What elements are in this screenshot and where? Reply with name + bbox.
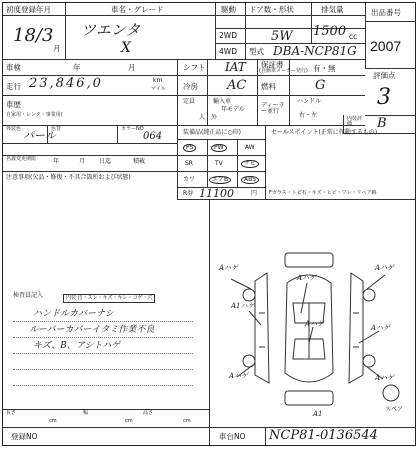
shift-label: シフト bbox=[183, 63, 206, 72]
color-label: 外装色 bbox=[6, 126, 22, 132]
rule bbox=[365, 3, 366, 68]
spare-label: スペア bbox=[385, 406, 404, 413]
door-value: 5W bbox=[271, 29, 293, 44]
note-line bbox=[13, 385, 193, 386]
import-sub: 外 bbox=[211, 114, 218, 121]
name-change-month: 月 bbox=[79, 158, 86, 165]
door-shape-label: ドア数・形状 bbox=[249, 5, 294, 14]
rule bbox=[209, 199, 210, 445]
car-name-label: 車名・グレード bbox=[111, 5, 164, 14]
model-label: 型式 bbox=[249, 47, 264, 56]
warranty-label: 保証書 bbox=[261, 60, 284, 69]
sales-point-label: セールスポイント(正常に作動するもの) bbox=[271, 129, 378, 136]
rule bbox=[207, 59, 208, 125]
shaken-month: 月 bbox=[128, 63, 136, 72]
ac-label: 冷房 bbox=[183, 82, 198, 91]
damage-mark-7: Aハゲ bbox=[229, 372, 249, 380]
length-label: 長さ bbox=[6, 410, 17, 416]
length-cm: cm bbox=[49, 418, 57, 424]
shift-value: IAT bbox=[225, 60, 246, 74]
option-abs: ABS bbox=[241, 176, 259, 184]
mileage-unit-km: km bbox=[153, 77, 163, 84]
fuel-label: 燃料 bbox=[261, 82, 276, 91]
auction-sheet bbox=[2, 2, 416, 446]
regno-label: 登録NO bbox=[11, 432, 38, 441]
option-leather: カワ bbox=[183, 176, 196, 183]
interior-value: B bbox=[377, 116, 387, 131]
load-label: 積載 bbox=[133, 158, 146, 165]
option-pw: PW bbox=[211, 144, 227, 152]
rule bbox=[237, 139, 238, 187]
rule bbox=[3, 95, 365, 96]
dealer-label: ディーラー並行 bbox=[261, 102, 285, 115]
recycle-unit: 円 bbox=[251, 190, 258, 197]
drive-label: 駆動 bbox=[221, 5, 236, 14]
rule bbox=[3, 409, 209, 410]
drive-4wd: 4WD bbox=[219, 47, 237, 56]
option-sr: SR bbox=[185, 160, 193, 167]
rule bbox=[245, 3, 246, 59]
options-label: 装備品(純正品に○印) bbox=[183, 129, 241, 136]
note-2: ルーバーカバーイタミ作業不良 bbox=[29, 325, 155, 335]
capacity-unit: 人 bbox=[199, 114, 206, 121]
option-aw: AW bbox=[245, 144, 255, 151]
color-no-label: カラーNO bbox=[121, 126, 144, 132]
rule bbox=[65, 3, 66, 59]
shaken-label: 車検 bbox=[6, 63, 21, 72]
registration-month-suffix: 月 bbox=[53, 44, 61, 53]
color-no-value: 064 bbox=[143, 131, 163, 142]
exhibit-value: 2007 bbox=[370, 38, 402, 54]
rule bbox=[117, 125, 118, 143]
notes-title: 注意事項(欠品・修復・不具合箇所および状態) bbox=[6, 174, 131, 181]
name-change-day: 日迄 bbox=[99, 158, 112, 165]
rule bbox=[3, 171, 177, 172]
rule bbox=[311, 3, 312, 43]
warranty-sub: (自動車メーカー発行) bbox=[259, 68, 308, 74]
note-line bbox=[13, 369, 193, 370]
mileage-value: 23,846,0 bbox=[29, 76, 103, 91]
import-model: 年モデル bbox=[221, 106, 245, 113]
fglass-label: Fガラス・トビ石・キズ・ヒビ・ワレ・リペア跡 bbox=[269, 190, 377, 196]
rule bbox=[365, 68, 415, 69]
grade-value: X bbox=[121, 40, 131, 56]
chassis-value: NCP81-0136544 bbox=[269, 428, 378, 443]
handle-label: ハンドル bbox=[297, 98, 322, 105]
usage-sub: 自家用・レンタ・事業用( bbox=[6, 112, 63, 118]
rule bbox=[177, 139, 265, 140]
chassis-label: 車台NO bbox=[219, 432, 246, 441]
inspector-label: 検査員記入 bbox=[13, 292, 44, 299]
note-3: キズ、B、アシトハゲ bbox=[33, 341, 121, 351]
note-line bbox=[13, 321, 193, 322]
drive-2wd: 2WD bbox=[219, 31, 237, 40]
width-label: 幅 bbox=[83, 410, 89, 416]
rule bbox=[215, 3, 216, 59]
score-label: 評価点 bbox=[373, 71, 396, 80]
height-label: 高さ bbox=[143, 410, 154, 416]
color-value: パール bbox=[23, 129, 56, 142]
inspector-tags: 内装 汚・スレ・キズ・キレ・コゲ・穴 bbox=[63, 294, 155, 303]
rule bbox=[177, 59, 178, 199]
rule bbox=[177, 155, 265, 156]
rule bbox=[3, 59, 365, 60]
rule bbox=[257, 59, 258, 125]
height-cm: cm bbox=[183, 418, 191, 424]
rule bbox=[177, 171, 265, 172]
rule bbox=[3, 143, 177, 144]
warranty-value: 有・無 bbox=[313, 64, 336, 73]
damage-mark-1: Aハゲ bbox=[219, 264, 239, 272]
displacement-unit: cc bbox=[349, 32, 358, 41]
option-tv: TV bbox=[215, 160, 223, 167]
rule bbox=[265, 125, 266, 199]
import-label: 輸入車 bbox=[213, 98, 232, 105]
damage-mark-9: A1 bbox=[313, 410, 323, 418]
model-value: DBA-NCP81G bbox=[273, 44, 357, 58]
note-line bbox=[13, 353, 193, 354]
damage-mark-3: Aハゲ bbox=[297, 274, 317, 282]
shaken-year: 年 bbox=[73, 63, 81, 72]
name-change-label: 名義変更期限 bbox=[6, 156, 37, 162]
interior-label: 内装評価 bbox=[347, 116, 363, 127]
damage-mark-4: A1ハゲ bbox=[231, 302, 255, 310]
damage-mark-8: Aハゲ bbox=[375, 374, 395, 382]
note-line bbox=[13, 337, 193, 338]
damage-mark-2: Aハゲ bbox=[375, 264, 395, 272]
damage-mark-6: Aハゲ bbox=[371, 324, 391, 332]
rule bbox=[365, 21, 415, 22]
handle-value: 右・左 bbox=[299, 112, 318, 119]
damage-mark-5: Aハゲ bbox=[305, 320, 325, 328]
registration-value: 18/3 bbox=[13, 25, 54, 46]
car-name-value: ツエンタ bbox=[81, 21, 141, 39]
width-cm: cm bbox=[125, 418, 133, 424]
option-navi: ナビ bbox=[241, 160, 259, 168]
usage-label: 車歴 bbox=[6, 100, 21, 109]
recycle-value: 11100 bbox=[199, 187, 234, 200]
mileage-unit-mile: マイル bbox=[151, 86, 166, 92]
note-1: ハンドルカバーナシ bbox=[33, 309, 114, 319]
ac-value: AC bbox=[227, 78, 247, 93]
registration-label: 初度登録年月 bbox=[6, 5, 51, 14]
fuel-value: G bbox=[315, 78, 326, 93]
rule bbox=[365, 115, 415, 116]
recycle-label: R券 bbox=[183, 190, 194, 197]
score-value: 3 bbox=[377, 85, 391, 110]
capacity-label: 定員 bbox=[183, 98, 196, 105]
original-color-label: 色替 bbox=[51, 126, 62, 132]
displacement-label: 排気量 bbox=[321, 5, 344, 14]
mileage-label: 走行 bbox=[6, 82, 21, 91]
option-ps: PS bbox=[183, 144, 196, 152]
option-airbag: エアB bbox=[209, 176, 231, 184]
name-change-year: 年 bbox=[53, 158, 60, 165]
exhibit-label: 出品番号 bbox=[371, 8, 401, 17]
displacement-value: 1500 bbox=[313, 24, 347, 39]
rule bbox=[207, 139, 208, 187]
rule bbox=[265, 427, 266, 445]
